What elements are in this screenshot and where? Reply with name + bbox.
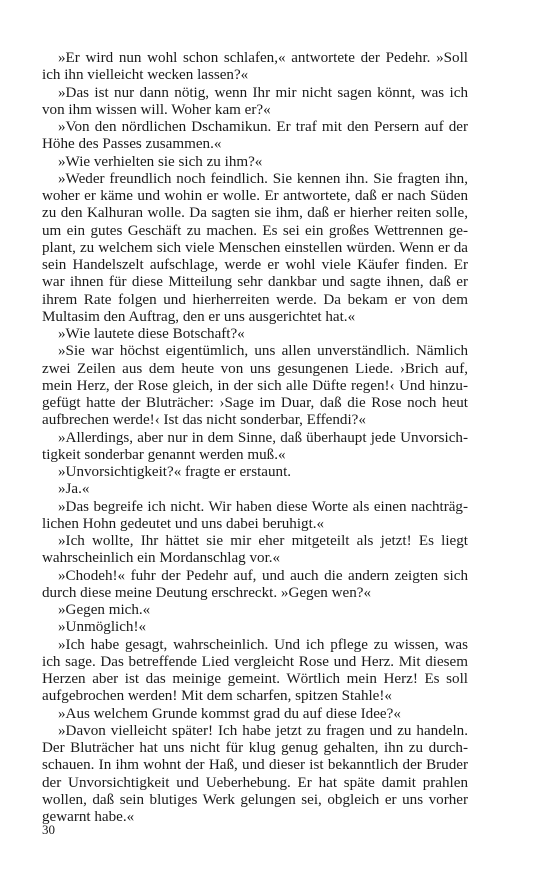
paragraph: »Das ist nur dann nötig, wenn Ihr mir nicht sagen könnt, was ich von ihm wissen will. Woher kam er?«	[42, 84, 468, 118]
paragraph: »Sie war höchst eigentümlich, uns allen unverständlich. Nämlich zwei Zeilen aus dem heute von uns gesungenen Liede. ›Brich auf, mein Herz, der Rose gleich, in der sich alle Düfte regen!‹ Und hinzugefügt hatte der Bluträcher: ›Sage im Duar, daß die Rose noch heut aufbrechen werde!‹ Ist das nicht sonderbar, Effendi?«	[42, 343, 468, 429]
paragraph: »Unmöglich!«	[58, 619, 147, 636]
paragraph: »Das begreife ich nicht. Wir haben diese Worte als einen nachträglichen Hohn gedeutet und uns dabei beruhigt.«	[42, 498, 468, 532]
paragraph: »Ja.«	[58, 481, 90, 498]
paragraph: »Ich habe gesagt, wahrscheinlich. Und ich pflege zu wissen, was ich sage. Das betreffende Lied vergleicht Rose und Herz. Mit diesem Herzen aber ist das meinige gemeint. Wörtlich mein Herz! Es soll aufgebrochen werden! Mit dem scharfen, spitzen Stahle!«	[42, 636, 468, 705]
paragraph: »Von den nördlichen Dschamikun. Er traf mit den Persern auf der Höhe des Passes zusammen.«	[42, 119, 468, 153]
body-text	[42, 50, 468, 826]
book-page	[42, 50, 468, 825]
paragraph: »Ich wollte, Ihr hättet sie mir eher mitgeteilt als jetzt! Es liegt wahrscheinlich ein Mordanschlag vor.«	[42, 533, 468, 567]
paragraph: »Unvorsichtigkeit?« fragte er erstaunt.	[58, 464, 292, 480]
paragraph: »Wie verhielten sie sich zu ihm?«	[58, 153, 263, 170]
paragraph: »Chodeh!« fuhr der Pedehr auf, und auch die andern zeigten sich durch diese meine Deutung erschreckt. »Gegen wen?«	[42, 567, 468, 601]
page-number: 30	[42, 822, 55, 837]
paragraph: »Gegen mich.«	[58, 602, 151, 618]
paragraph: »Aus welchem Grunde kommst grad du auf diese Idee?«	[58, 705, 401, 722]
paragraph: »Er wird nun wohl schon schlafen,« antwortete der Pedehr. »Soll ich ihn vielleicht wecken lassen?«	[42, 50, 468, 84]
paragraph: »Allerdings, aber nur in dem Sinne, daß überhaupt jede Unvorsichtigkeit sonderbar genannt werden muß.«	[42, 429, 468, 463]
paragraph: »Weder freundlich noch feindlich. Sie kennen ihn. Sie fragten ihn, woher er käme und wohin er wolle. Er antwortete, daß er nach Süden zu den Kalhuran wolle. Da sagten sie ihm, daß er hierher reiten solle, um ein gutes Geschäft zu machen. Es sei ein großes Wettrennen geplant, zu welchem sich viele Menschen einstellen würden. Wenn er da sein Handelszelt aufschlage, werde er wohl viele Käufer finden. Er war ihnen für diese Mitteilung sehr dankbar und sagte ihnen, daß er ihrem Rate folgen und hierherreiten werde. Da bekam er von dem Multasim den Auftrag, den er uns ausgerichtet hat.«	[42, 170, 468, 325]
paragraph: »Davon vielleicht später! Ich habe jetzt zu fragen und zu handeln. Der Bluträcher hat uns nicht für klug genug gehalten, ihn zu durchschauen. In ihm wohnt der Haß, und dieser ist bekanntlich der Bruder der Unvorsichtigkeit und Ueberhebung. Er hat späte damit prahlen wollen, daß sein blutiges Werk gelungen sei, obgleich er uns vorher gewarnt habe.«	[42, 722, 468, 825]
paragraph: »Wie lautete diese Botschaft?«	[58, 326, 245, 342]
